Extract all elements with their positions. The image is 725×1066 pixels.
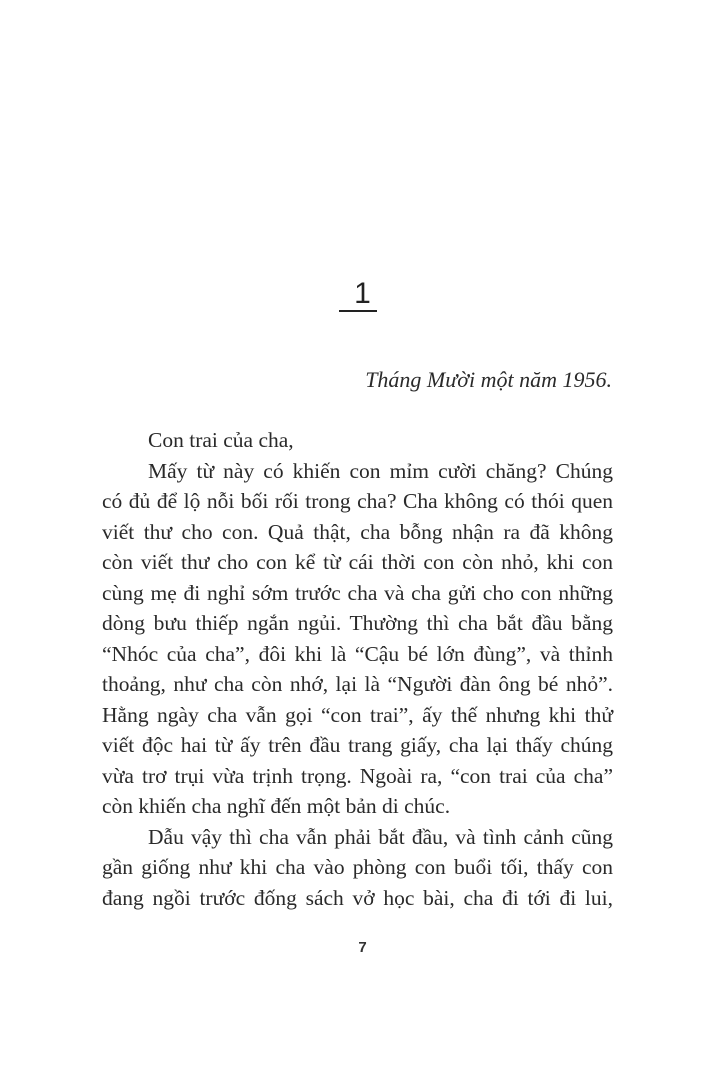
chapter-number: 1 [354, 277, 371, 310]
text-line: Hằng ngày cha vẫn gọi “con trai”, ấy thế nhưng khi thử [102, 702, 613, 727]
text-line: đang ngồi trước đống sách vở học bài, cha đi tới đi lui, [102, 885, 613, 910]
text-line: Mấy từ này có khiến con mỉm cười chăng? Chúng [148, 458, 613, 483]
text-line: thoảng, như cha còn nhớ, lại là “Người đàn ông bé nhỏ”. [102, 672, 613, 696]
text-line: cùng mẹ đi nghỉ sớm trước cha và cha gửi cho con những [102, 580, 613, 605]
text-line: viết thư cho con. Quả thật, cha bỗng nhận ra đã không [102, 519, 613, 544]
text-line: có đủ để lộ nỗi bối rối trong cha? Cha không có thói quen [102, 489, 613, 513]
text-line: “Nhóc của cha”, đôi khi là “Cậu bé lớn đùng”, và thỉnh [102, 641, 613, 666]
letter-body [102, 425, 613, 913]
text-line: vừa trơ trụi vừa trịnh trọng. Ngoài ra, “con trai của cha” [102, 763, 613, 788]
text-line: viết độc hai từ ấy trên đầu trang giấy, cha lại thấy chúng [102, 733, 613, 757]
chapter-underline [339, 310, 377, 312]
text-line: dòng bưu thiếp ngắn ngủi. Thường thì cha bắt đầu bằng [102, 611, 613, 635]
text-line: còn khiến cha nghĩ đến một bản di chúc. [102, 794, 451, 818]
text-line: Dẫu vậy thì cha vẫn phải bắt đầu, và tình cảnh cũng [148, 824, 613, 849]
letter-dateline: Tháng Mười một năm 1956. [365, 367, 612, 392]
text-line: gần giống như khi cha vào phòng con buổi tối, thấy con [102, 855, 613, 879]
page-number: 7 [358, 939, 367, 956]
text-line: còn viết thư cho con kể từ cái thời con còn nhỏ, khi con [102, 550, 613, 574]
salutation-line: Con trai của cha, [148, 428, 294, 452]
